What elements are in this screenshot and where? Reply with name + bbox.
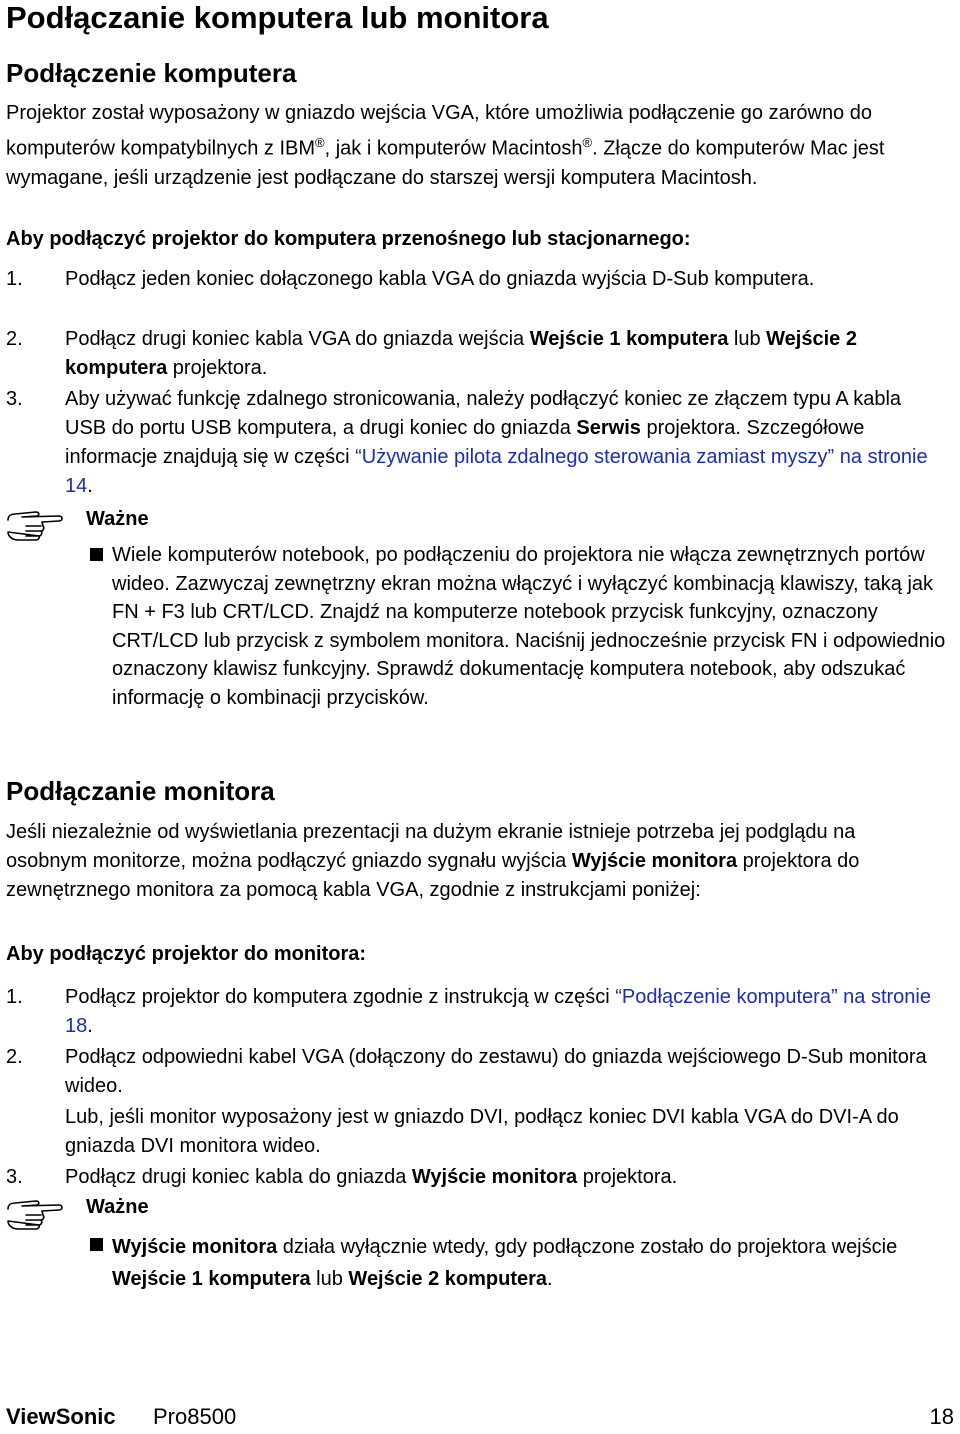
note-label: Ważne [86, 1196, 149, 1218]
step-number: 1. [6, 986, 23, 1008]
monitor-step-2-alt: Lub, jeśli monitor wyposażony jest w gniazdo DVI, podłącz koniec DVI kabla VGA do DVI-A do gniazda DVI monitora wideo. [65, 1106, 899, 1157]
monitor-step-3: Podłącz drugi koniec kabla do gniazda Wyjście monitora projektora. [65, 1166, 678, 1188]
bullet-square [90, 548, 103, 561]
pointing-hand-icon [6, 1195, 66, 1231]
section-heading-monitor: Podłączanie monitora [6, 776, 275, 806]
monitor-intro: Jeśli niezależnie od wyświetlania prezentacji na dużym ekranie istnieje potrzeba jej podglądu na osobnym monitorze, można podłączyć gniazdo sygnału wyjścia Wyjście monitora projektora do zewnętrznego monitora za pomocą kabla VGA, zgodnie z instrukcjami poniżej: [6, 821, 860, 901]
pointing-hand-icon [6, 506, 66, 542]
note-text: Wyjście monitora działa wyłącznie wtedy, gdy podłączone zostało do projektora wejście Wejście 1 komputera lub Wejście 2 komputera. [112, 1236, 898, 1290]
section-heading-computer: Podłączenie komputera [6, 58, 297, 88]
step-number: 2. [6, 328, 23, 350]
monitor-step-2: Podłącz odpowiedni kabel VGA (dołączony do zestawu) do gniazda wejściowego D-Sub monitora wideo. [65, 1046, 927, 1097]
cross-reference-link[interactable]: “Podłączenie komputera” na stronie 18 [65, 986, 931, 1037]
monitor-subheading: Aby podłączyć projektor do monitora: [6, 943, 367, 965]
cross-reference-link[interactable]: “Używanie pilota zdalnego sterowania zamiast myszy” na stronie 14 [65, 446, 928, 497]
registered-mark: ® [582, 135, 593, 150]
footer-model: Pro8500 [153, 1404, 237, 1429]
footer-brand: ViewSonic [6, 1404, 116, 1429]
step-number: 3. [6, 1166, 23, 1188]
step-number: 1. [6, 268, 23, 290]
computer-subheading: Aby podłączyć projektor do komputera przenośnego lub stacjonarnego: [6, 228, 691, 250]
computer-step-1: Podłącz jeden koniec dołączonego kabla VGA do gniazda wyjścia D-Sub komputera. [65, 268, 815, 290]
note-label: Ważne [86, 508, 149, 530]
registered-mark: ® [315, 135, 325, 150]
monitor-step-1: Podłącz projektor do komputera zgodnie z instrukcją w części “Podłączenie komputera” na stronie 18. [65, 986, 931, 1037]
page-number: 18 [929, 1404, 954, 1429]
page-title: Podłączanie komputera lub monitora [6, 0, 549, 35]
step-number: 2. [6, 1046, 23, 1068]
step-number: 3. [6, 388, 23, 410]
bullet-square [90, 1238, 103, 1251]
computer-step-3: Aby używać funkcję zdalnego stronicowania, należy podłączyć koniec ze złączem typu A kabla USB do portu USB komputera, a drugi koniec do gniazda Serwis projektora. Szczegółowe informacje znajdują się w części “Używanie pilota zdalnego sterowania zamiast myszy” na stronie 14. [65, 388, 928, 497]
note-text: Wiele komputerów notebook, po podłączeniu do projektora nie włącza zewnętrznych portów wideo. Zazwyczaj zewnętrzny ekran można włączyć i wyłączyć kombinacją klawiszy, taką jak FN + F3 lub CRT/LCD. Znajdź na komputerze notebook przycisk funkcyjny, oznaczony CRT/LCD lub przycisk z symbolem monitora. Naciśnij jednocześnie przycisk FN i odpowiednio oznaczony klawisz funkcyjny. Sprawdź dokumentację komputera notebook, aby odszukać informację o kombinacji przycisków. [112, 544, 946, 709]
computer-intro: Projektor został wyposażony w gniazdo wejścia VGA, które umożliwia podłączenie go zarówno do komputerów kompatybilnych z IBM®, jak i komputerów Macintosh®. Złącze do komputerów Mac jest wymagane, jeśli urządzenie jest podłączane do starszej wersji komputera Macintosh. [6, 102, 885, 189]
computer-step-2: Podłącz drugi koniec kabla VGA do gniazda wejścia Wejście 1 komputera lub Wejście 2 komputera projektora. [65, 328, 857, 379]
